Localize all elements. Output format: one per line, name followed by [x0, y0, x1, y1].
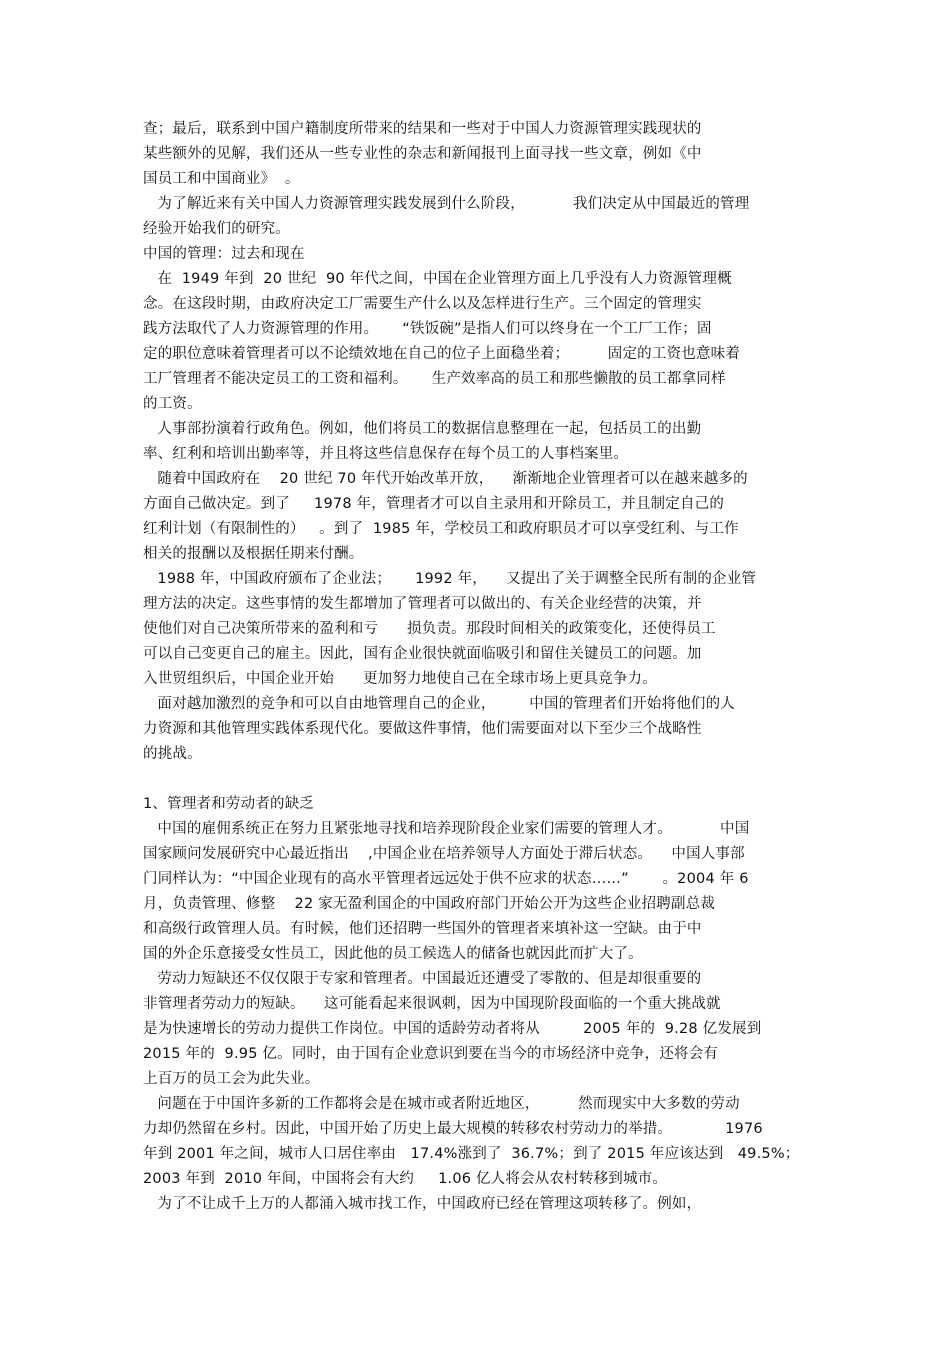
text-line: 和高级行政管理人员。有时候，他们还招聘一些国外的管理者来填补这一空缺。由于中	[143, 921, 702, 937]
text-line: 非管理者劳动力的短缺。 这可能看起来很讽刺，因为中国现阶段面临的一个重大挑战就	[143, 996, 721, 1012]
text-line: 理方法的决定。这些事情的发生都增加了管理者可以做出的、有关企业经营的决策，并	[143, 596, 702, 612]
text-line: 力却仍然留在乡村。因此，中国开始了历史上最大规模的转移农村劳动力的举措。 1976	[143, 1121, 763, 1137]
text-line: 是为快速增长的劳动力提供工作岗位。中国的适龄劳动者将从 2005 年的 9.28 亿发展到	[143, 1021, 762, 1037]
text-line: 经验开始我们的研究。	[143, 221, 290, 237]
text-line: 劳动力短缺还不仅仅限于专家和管理者。中国最近还遭受了零散的、但是却很重要的	[143, 971, 702, 987]
text-line: 的挑战。	[143, 746, 202, 762]
text-line: 念。在这段时期，由政府决定工厂需要生产什么以及怎样进行生产。三个固定的管理实	[143, 296, 702, 312]
text-line: 门同样认为：“中国企业现有的高水平管理者远远处于供不应求的状态……” 。2004 年 6	[143, 871, 749, 887]
text-line: 入世贸组织后，中国企业开始 更加努力地使自己在全球市场上更具竞争力。	[143, 671, 657, 687]
text-line: 月，负责管理、修整 22 家无盈利国企的中国政府部门开始公开为这些企业招聘副总裁	[143, 896, 716, 912]
text-line: 国的外企乐意接受女性员工，因此他的员工候选人的储备也就因此而扩大了。	[143, 946, 643, 962]
text-line: 中国的雇佣系统正在努力且紧张地寻找和培养现阶段企业家们需要的管理人才。 中国	[143, 821, 750, 837]
text-line: 率、红利和培训出勤率等，并且将这些信息保存在每个员工的人事档案里。	[143, 446, 629, 462]
text-line: 使他们对自己决策所带来的盈利和亏 损负责。那段时间相关的政策变化，还使得员工	[143, 621, 716, 637]
text-line: 践方法取代了人力资源管理的作用。 “铁饭碗”是指人们可以终身在一个工厂工作；固	[143, 321, 712, 337]
text-line: 某些额外的见解，我们还从一些专业性的杂志和新闻报刊上面寻找一些文章，例如《中	[143, 146, 702, 162]
text-line: 可以自己变更自己的雇主。因此，国有企业很快就面临吸引和留住关键员工的问题。加	[143, 646, 702, 662]
text-line: 国家顾问发展研究中心最近指出 ,中国企业在培养领导人方面处于滞后状态。 中国人事部	[143, 846, 745, 862]
text-line: 2003 年到 2010 年间，中国将会有大约 1.06 亿人将会从农村转移到城市。	[143, 1171, 668, 1187]
text-line: 相关的报酬以及根据任期来付酬。	[143, 546, 364, 562]
text-line: 人事部扮演着行政角色。例如，他们将员工的数据信息整理在一起，包括员工的出勤	[143, 421, 702, 437]
text-line: 为了不让成千上万的人都涌入城市找工作，中国政府已经在管理这项转移了。例如，	[143, 1196, 702, 1212]
text-line: 的工资。	[143, 396, 202, 412]
text-line: 随着中国政府在 20 世纪 70 年代开始改革开放， 渐渐地企业管理者可以在越来越多的	[143, 471, 748, 487]
text-line: 工厂管理者不能决定员工的工资和福利。 生产效率高的员工和那些懒散的员工都拿同样	[143, 371, 726, 387]
text-line: 国员工和中国商业》 。	[143, 171, 300, 187]
text-line: 力资源和其他管理实践体系现代化。要做这件事情，他们需要面对以下至少三个战略性	[143, 721, 702, 737]
text-line: 上百万的员工会为此失业。	[143, 1071, 320, 1087]
text-line: 1988 年，中国政府颁布了企业法； 1992 年， 又提出了关于调整全民所有制的企业管	[143, 571, 757, 587]
text-line: 面对越加激烈的竞争和可以自由地管理自己的企业， 中国的管理者们开始将他们的人	[143, 696, 735, 712]
text-line: 问题在于中国许多新的工作都将会是在城市或者附近地区， 然而现实中大多数的劳动	[143, 1096, 740, 1112]
text-line: 为了解近来有关中国人力资源管理实践发展到什么阶段， 我们决定从中国最近的管理	[143, 196, 750, 212]
text-line: 红利计划（有限制性的） 。到了 1985 年，学校员工和政府职员才可以享受红利、与工作	[143, 521, 739, 537]
text-line: 中国的管理：过去和现在	[143, 246, 305, 262]
text-line: 在 1949 年到 20 世纪 90 年代之间，中国在企业管理方面上几乎没有人力资源管理概	[143, 271, 732, 287]
text-line: 方面自己做决定。到了 1978 年，管理者才可以自主录用和开除员工，并且制定自己的	[143, 496, 725, 512]
text-line: 定的职位意味着管理者可以不论绩效地在自己的位子上面稳坐着； 固定的工资也意味着	[143, 346, 741, 362]
text-line: 1、管理者和劳动者的缺乏	[143, 796, 315, 812]
text-line: 查；最后，联系到中国户籍制度所带来的结果和一些对于中国人力资源管理实践现状的	[143, 121, 702, 137]
text-line: 年到 2001 年之间，城市人口居住率由 17.4%涨到了 36.7%；到了 2015 年应该达到 49.5%；	[143, 1146, 800, 1162]
text-line: 2015 年的 9.95 亿。同时，由于国有企业意识到要在当今的市场经济中竞争，还将会有	[143, 1046, 719, 1062]
